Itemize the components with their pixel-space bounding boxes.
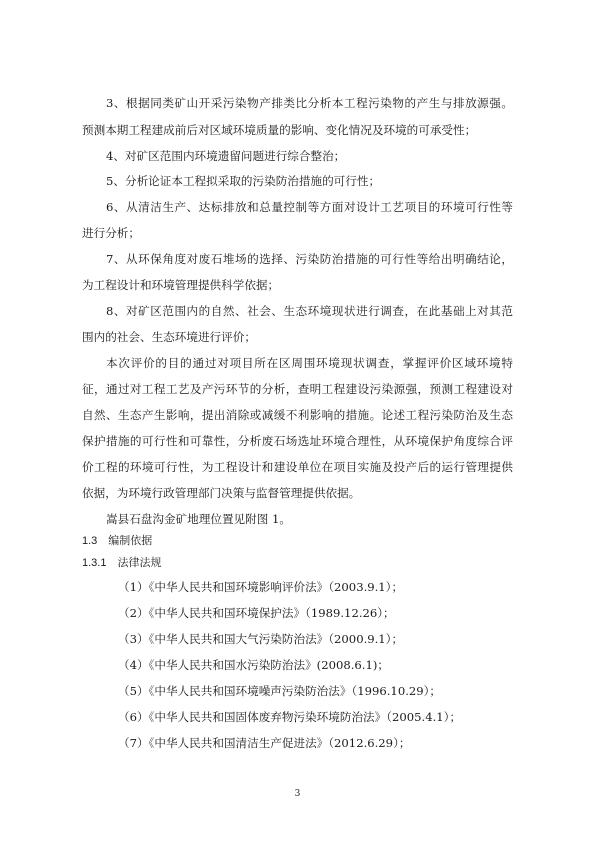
- section-title: 编制依据: [108, 534, 153, 547]
- purpose-line-4: 保护措施的可行性和可靠性，分析废石场选址环境合理性，从环境保护角度综合评: [82, 434, 513, 448]
- law-item-5: （5）《中华人民共和国环境噪声污染防治法》（1996.10.29）；: [118, 684, 442, 698]
- paragraph-6-line-2: 进行分析；: [82, 226, 140, 240]
- law-item-2: （2）《中华人民共和国环境保护法》（1989.12.26）；: [118, 606, 395, 620]
- paragraph-6-line-1: 6、从清洁生产、达标排放和总量控制等方面对设计工艺项目的环境可行性等: [106, 200, 513, 214]
- paragraph-3-line-2: 预测本期工程建成前后对区域环境质量的影响、变化情况及环境的可承受性；: [82, 123, 477, 137]
- paragraph-8-line-1: 8、对矿区范围内的自然、社会、生态环境现状进行调查，在此基础上对其范: [106, 304, 513, 318]
- section-heading: [82, 534, 152, 548]
- law-item-4: （4）《中华人民共和国水污染防治法》(2008.6.1)；: [118, 658, 389, 672]
- subsection-heading: [82, 556, 161, 570]
- law-item-7: （7）《中华人民共和国清洁生产促进法》（2012.6.29）；: [118, 736, 411, 750]
- paragraph-7-line-1: 7、从环保角度对废石堆场的选择、污染防治措施的可行性等给出明确结论，: [106, 252, 513, 266]
- paragraph-4: 4、对矿区范围内环境遗留问题进行综合整治；: [106, 149, 346, 163]
- subsection-title: 法律法规: [117, 556, 162, 569]
- paragraph-7-line-2: 为工程设计和环境管理提供科学依据；: [82, 278, 280, 292]
- paragraph-5: 5、分析论证本工程拟采取的污染防治措施的可行性；: [106, 174, 381, 188]
- purpose-line-5: 价工程的环境可行性，为工程设计和建设单位在项目实施及投产后的运行管理提供: [82, 460, 513, 474]
- purpose-line-2: 征，通过对工程工艺及产污环节的分析，查明工程建设污染源强，预测工程建设对: [82, 382, 513, 396]
- purpose-line-6: 依据，为环境行政管理部门决策与监督管理提供依据。: [82, 486, 361, 500]
- purpose-line-1: 本次评价的目的通过对项目所在区周围环境现状调查，掌握评价区域环境特: [106, 356, 513, 370]
- purpose-line-3: 自然、生态产生影响，提出消除或减缓不利影响的措施。论述工程污染防治及生态: [82, 408, 513, 422]
- subsection-number: 1.3.1: [82, 557, 107, 569]
- section-number: 1.3: [82, 535, 98, 547]
- location-note: 嵩县石盘沟金矿地理位置见附图 1。: [106, 512, 291, 526]
- law-item-6: （6）《中华人民共和国固体废弃物污染环境防治法》（2005.4.1）；: [118, 710, 462, 724]
- law-item-1: （1）《中华人民共和国环境影响评价法》（2003.9.1）；: [118, 580, 404, 594]
- page-number: 3: [294, 789, 301, 799]
- paragraph-3-line-1: 3、根据同类矿山开采污染物产排类比分析本工程污染物的产生与排放源强。: [106, 96, 513, 110]
- paragraph-8-line-2: 围内的社会、生态环境进行评价；: [82, 330, 256, 344]
- law-item-3: （3）《中华人民共和国大气污染防治法》（2000.9.1）；: [118, 632, 404, 646]
